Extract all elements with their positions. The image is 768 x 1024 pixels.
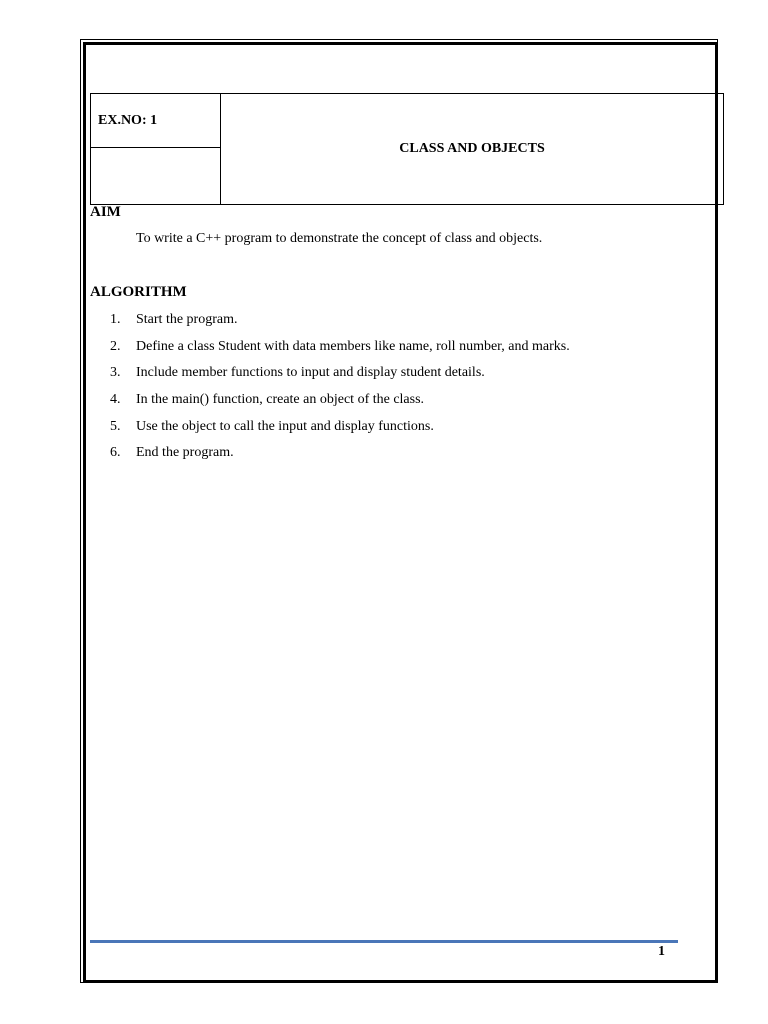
step-number: 1.	[110, 312, 121, 327]
step-number: 3.	[110, 365, 121, 381]
aim-heading: AIM	[90, 204, 121, 220]
date-cell	[91, 148, 221, 205]
page-number: 1	[658, 944, 665, 959]
step-number: 5.	[110, 418, 121, 434]
algorithm-steps	[110, 312, 570, 472]
aim-text: To write a C++ program to demonstrate the concept of class and objects.	[136, 231, 543, 246]
algorithm-step	[110, 419, 570, 446]
algorithm-step	[110, 312, 570, 339]
step-text: Start the program.	[136, 312, 238, 327]
exercise-number: EX.NO: 1	[91, 94, 221, 148]
step-text: Define a class Student with data members like name, roll number, and marks.	[136, 338, 570, 354]
step-text: In the main() function, create an object of the class.	[136, 392, 425, 408]
step-text: Include member functions to input and display student details.	[136, 365, 485, 381]
exercise-title: CLASS AND OBJECTS	[221, 94, 724, 205]
algorithm-step	[110, 365, 570, 392]
step-number: 4.	[110, 392, 121, 408]
footer-rule	[90, 940, 678, 943]
step-text: End the program.	[136, 445, 234, 461]
algorithm-step	[110, 339, 570, 366]
step-number: 2.	[110, 338, 121, 354]
exercise-header-table	[90, 93, 724, 205]
algorithm-step	[110, 392, 570, 419]
step-text: Use the object to call the input and display functions.	[136, 418, 434, 434]
algorithm-step	[110, 445, 570, 472]
algorithm-heading: ALGORITHM	[90, 284, 187, 300]
step-number: 6.	[110, 445, 121, 461]
